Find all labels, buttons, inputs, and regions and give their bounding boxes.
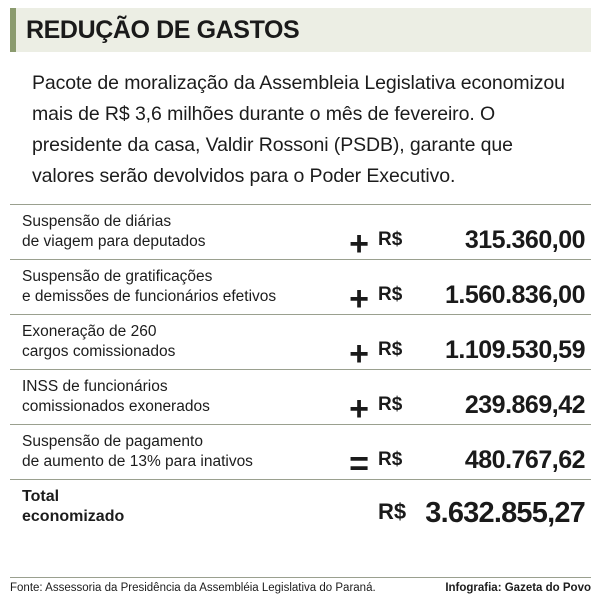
total-currency: R$: [378, 499, 407, 524]
table-row: [10, 205, 591, 263]
row-currency: R$: [378, 229, 403, 250]
row-label: [10, 260, 340, 314]
total-value: 3.632.855,27: [425, 497, 585, 529]
row-operator: +: [349, 334, 369, 373]
footer-credit: Infografia: Gazeta do Povo: [445, 582, 591, 594]
row-label: [10, 315, 340, 369]
row-currency: R$: [378, 339, 403, 360]
row-label-line2: de viagem para deputados: [22, 233, 206, 250]
row-label-line2: cargos comissionados: [22, 343, 176, 360]
header-band: [10, 8, 591, 52]
row-operator: =: [349, 444, 369, 483]
table-row: [10, 370, 591, 428]
total-label: [10, 480, 340, 534]
row-label-line1: Exoneração de 260: [22, 323, 157, 340]
table-row: [10, 425, 591, 483]
savings-table: [10, 204, 591, 534]
table-row: [10, 260, 591, 318]
row-label-line1: Suspensão de pagamento: [22, 433, 203, 450]
page-title: REDUÇÃO DE GASTOS: [26, 15, 300, 44]
row-value: 480.767,62: [464, 446, 585, 474]
footer-source: Fonte: Assessoria da Presidência da Assembléia Legislativa do Paraná.: [10, 582, 376, 594]
row-value: 1.560.836,00: [445, 281, 585, 309]
row-label: [10, 370, 340, 424]
row-value: 315.360,00: [464, 226, 585, 254]
total-label-line2: economizado: [22, 508, 125, 525]
row-currency: R$: [378, 284, 403, 305]
table-row: [10, 315, 591, 373]
row-currency: R$: [378, 394, 403, 415]
row-label: [10, 425, 340, 479]
row-label-line1: Suspensão de gratificações: [22, 268, 213, 285]
row-label-line1: Suspensão de diárias: [22, 213, 172, 230]
total-label-line1: Total: [22, 488, 60, 505]
row-value: 239.869,42: [464, 391, 585, 419]
row-label-line1: INSS de funcionários: [22, 378, 168, 395]
row-currency: R$: [378, 449, 403, 470]
lead-paragraph: Pacote de moralização da Assembleia Legislativa economizou mais de R$ 3,6 milhões durante o mês de fevereiro. O presidente da casa, Valdir Rossoni (PSDB), garante que valores serão devolvidos para o Poder Executivo.: [32, 72, 565, 187]
row-label: [10, 205, 340, 259]
row-label-line2: de aumento de 13% para inativos: [22, 453, 253, 470]
footer: [10, 577, 591, 594]
row-label-line2: e demissões de funcionários efetivos: [22, 288, 277, 305]
row-operator: +: [349, 224, 369, 263]
row-operator: +: [349, 279, 369, 318]
table-row-total: [10, 480, 591, 534]
row-label-line2: comissionados exonerados: [22, 398, 210, 415]
row-operator: +: [349, 389, 369, 428]
row-value: 1.109.530,59: [445, 336, 585, 364]
